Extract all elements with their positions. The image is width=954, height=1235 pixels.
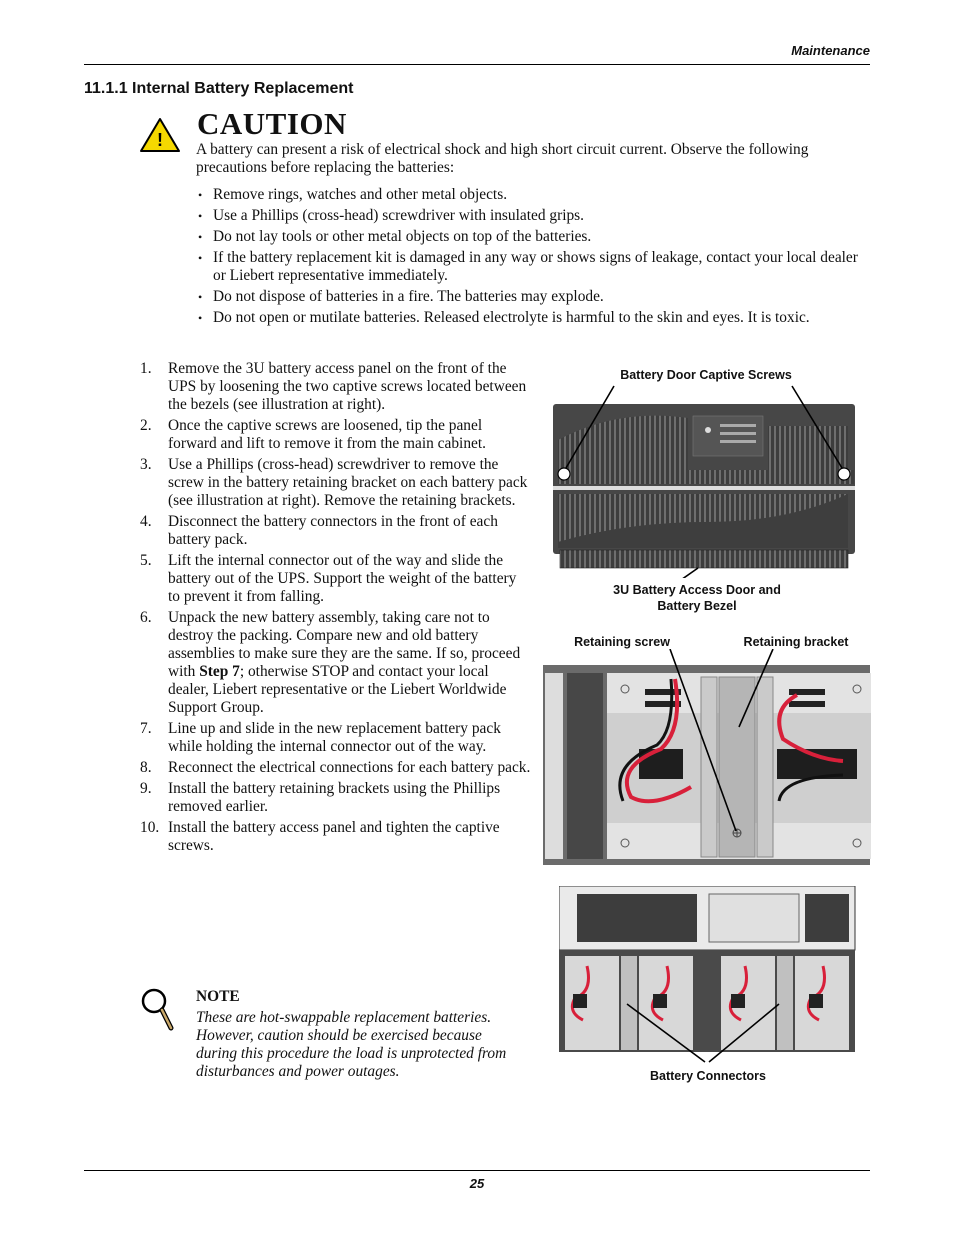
step-item: 2. Once the captive screws are loosened, tip the panel forward and lift to remove it from the main cabinet. — [140, 417, 486, 452]
step-item: 10. Install the battery access panel and tighten the captive screws. — [140, 819, 500, 854]
list-item: • Use a Phillips (cross-head) screwdriver with insulated grips. — [198, 207, 584, 224]
list-item: • Do not dispose of batteries in a fire. The batteries may explode. — [198, 288, 604, 305]
door-label-line1: 3U Battery Access Door and — [613, 583, 781, 597]
running-header: Maintenance — [791, 43, 870, 58]
list-item: • Remove rings, watches and other metal objects. — [198, 186, 508, 203]
retaining-screw-label: Retaining screw — [574, 635, 670, 649]
header-rule — [84, 64, 870, 65]
svg-text:!: ! — [157, 130, 163, 150]
step-reference: Step 7 — [199, 663, 240, 680]
battery-connectors-label: Battery Connectors — [650, 1069, 766, 1083]
step-item: 9. Install the battery retaining brackets using the Phillips removed earlier. — [140, 780, 501, 815]
precautions-list — [196, 186, 871, 330]
ups-front-bezel-illustration — [548, 382, 860, 578]
caution-heading: CAUTION — [197, 106, 347, 141]
retaining-bracket-label: Retaining bracket — [743, 635, 849, 649]
step-item: 6. Unpack the new battery assembly, taking care not to destroy the packing. Compare new and old battery assemblies to make sure they are the same. If so, proceed with Step 7; otherwise STOP and contact your local dealer, Liebert representative or the Liebert Worldwide Support Group. — [140, 609, 521, 716]
note-title: NOTE — [196, 988, 240, 1005]
note-body: These are hot-swappable replacement batteries. However, caution should be exercised because during this procedure the load is unprotected from disturbances and power outages. — [196, 1009, 507, 1080]
magnifier-icon — [139, 986, 175, 1032]
procedure-steps — [140, 360, 532, 858]
door-label-line2: Battery Bezel — [657, 599, 737, 613]
list-item: • Do not lay tools or other metal objects on top of the batteries. — [198, 228, 592, 245]
caution-intro: A battery can present a risk of electrical shock and high short circuit current. Observe the following precautions before replacing the batteries: — [196, 141, 809, 176]
step-item: 4. Disconnect the battery connectors in the front of each battery pack. — [140, 513, 498, 548]
footer-rule — [84, 1170, 870, 1171]
warning-triangle-icon — [139, 117, 181, 153]
list-item: • If the battery replacement kit is damaged in any way or shows signs of leakage, contact your local dealer or Liebert representative immediately. — [198, 249, 858, 284]
page-number: 25 — [469, 1176, 485, 1191]
captive-screws-label: Battery Door Captive Screws — [620, 368, 792, 382]
step-item: 7. Line up and slide in the new replacement battery pack while holding the internal connector out of the way. — [140, 720, 501, 755]
step-item: 1. Remove the 3U battery access panel on the front of the UPS by loosening the two captive screws located between the bezels (see illustration at right). — [140, 360, 527, 413]
step-item: 5. Lift the internal connector out of the way and slide the battery out of the UPS. Support the weight of the battery to prevent it from falling. — [140, 552, 517, 605]
list-item: • Do not open or mutilate batteries. Released electrolyte is harmful to the skin and eyes. It is toxic. — [198, 309, 810, 326]
step-item: 3. Use a Phillips (cross-head) screwdriver to remove the screw in the battery retaining bracket on each battery pack (see illustration at right). Remove the retaining brackets. — [140, 456, 528, 509]
step-item: 8. Reconnect the electrical connections for each battery pack. — [140, 759, 531, 776]
battery-bracket-illustration — [543, 649, 871, 867]
battery-connectors-illustration — [559, 886, 856, 1066]
section-title: 11.1.1 Internal Battery Replacement — [84, 80, 354, 97]
